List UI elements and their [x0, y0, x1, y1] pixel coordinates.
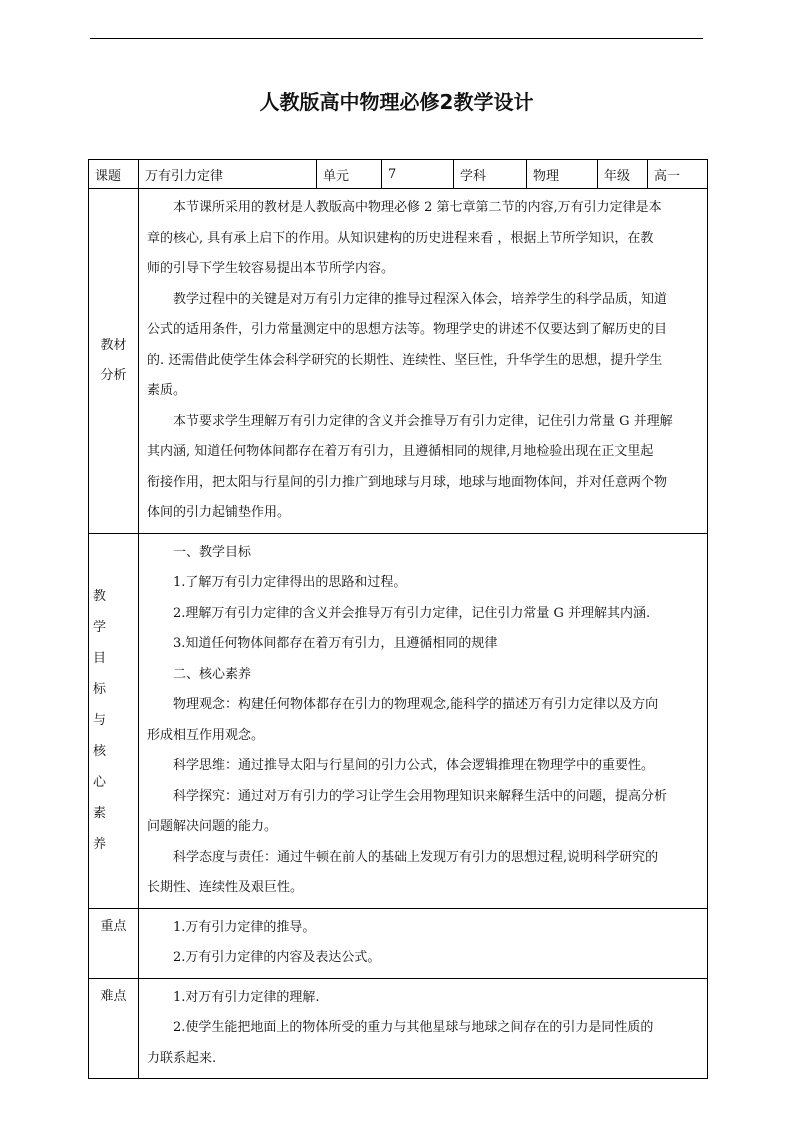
key-points-label: 重点 — [89, 908, 139, 978]
topic-label: 课题 — [89, 160, 139, 189]
header-rule — [90, 38, 703, 39]
document-title: 人教版高中物理必修2教学设计 — [259, 90, 534, 114]
text-line: 教学过程中的关键是对万有引力定律的推导过程深入体会，培养学生的科学品质，知道 — [173, 291, 668, 307]
material-analysis-row — [89, 189, 708, 534]
text-line: 素质。 — [147, 383, 187, 398]
grade-label: 年级 — [598, 160, 648, 189]
header-row — [89, 160, 708, 189]
key-points-row — [89, 908, 708, 978]
text-line: 科学思维：通过推导太阳与行星间的引力公式，体会逻辑推理在物理学中的重要性。 — [173, 758, 655, 773]
unit-label: 单元 — [317, 160, 382, 189]
label-line: 养 — [93, 837, 113, 852]
text-line: 其内涵, 知道任何物体间都存在着万有引力，且遵循相同的规律,月地检验出现在正文里起 — [147, 444, 654, 459]
text-line: 公式的适用条件，引力常量测定中的思想方法等。物理学史的讲述不仅要达到了解历史的目 — [147, 322, 668, 337]
text-line: 本节课所采用的教材是人教版高中物理必修 2 第七章第二节的内容,万有引力定律是本 — [173, 200, 662, 215]
goals-content — [139, 533, 708, 908]
text-line: 的. 还需借此使学生体会科学研究的长期性、连续性、坚巨性，升华学生的思想，提升学生 — [147, 352, 663, 368]
text-line: 体间的引力起铺垫作用。 — [147, 505, 291, 520]
grade-value: 高一 — [648, 160, 708, 189]
label-line: 教材 — [100, 337, 127, 353]
label-line: 与 核 — [93, 713, 113, 759]
subject-label: 学科 — [454, 160, 527, 189]
text-line: 1.了解万有引力定律得出的思路和过程。 — [173, 575, 407, 590]
text-line: 长期性、连续性及艰巨性。 — [147, 880, 304, 895]
label-line: 教 学 — [93, 589, 113, 635]
text-line: 物理观念：构建任何物体都存在引力的物理观念,能科学的描述万有引力定律以及方向 — [173, 697, 659, 712]
text-line: 力联系起来. — [147, 1050, 217, 1066]
text-line: 科学探究：通过对万有引力的学习让学生会用物理知识来解释生活中的问题，提高分析 — [173, 788, 668, 804]
text-line: 1.对万有引力定律的理解. — [173, 989, 320, 1005]
text-line: 问题解决问题的能力。 — [147, 819, 278, 834]
text-line: 形成相互作用观念。 — [147, 727, 265, 743]
label-line: 心 素 — [93, 775, 113, 821]
lesson-design-table — [88, 159, 708, 1079]
text-line: 科学态度与责任：通过牛顿在前人的基础上发现万有引力的思想过程,说明科学研究的 — [173, 849, 659, 865]
text-line: 师的引导下学生较容易提出本节所学内容。 — [147, 261, 395, 276]
text-line: 2.万有引力定律的内容及表达公式。 — [173, 950, 381, 965]
goals-row — [89, 533, 708, 908]
material-analysis-content — [139, 189, 708, 534]
unit-value: 7 — [382, 160, 454, 189]
text-line: 3.知道任何物体间都存在着万有引力，且遵循相同的规律 — [173, 636, 498, 651]
difficulties-row — [89, 978, 708, 1079]
label-line: 目 标 — [93, 651, 113, 697]
text-line: 2.使学生能把地面上的物体所受的重力与其他星球与地球之间存在的引力是同性质的 — [173, 1020, 654, 1035]
difficulties-content — [139, 978, 708, 1079]
material-analysis-label — [89, 189, 139, 534]
text-line: 本节要求学生理解万有引力定律的含义并会推导万有引力定律，记住引力常量 G 并理解 — [173, 413, 673, 429]
text-line: 2.理解万有引力定律的含义并会推导万有引力定律，记住引力常量 G 并理解其内涵. — [173, 605, 651, 621]
difficulties-label: 难点 — [89, 978, 139, 1079]
text-line: 衔接作用，把太阳与行星间的引力推广到地球与月球，地球与地面物体间，并对任意两个物 — [147, 474, 668, 490]
key-points-content — [139, 908, 708, 978]
text-line: 1.万有引力定律的推导。 — [173, 919, 316, 935]
label-line: 分析 — [100, 367, 127, 383]
goals-label — [89, 533, 139, 908]
subject-value: 物理 — [527, 160, 598, 189]
topic-value: 万有引力定律 — [139, 160, 317, 189]
text-line: 章的核心, 具有承上启下的作用。从知识建构的历史进程来看 ，根据上节所学知识，在教 — [147, 230, 654, 246]
text-line: 一、教学目标 — [173, 544, 252, 560]
text-line: 二、核心素养 — [173, 666, 252, 682]
